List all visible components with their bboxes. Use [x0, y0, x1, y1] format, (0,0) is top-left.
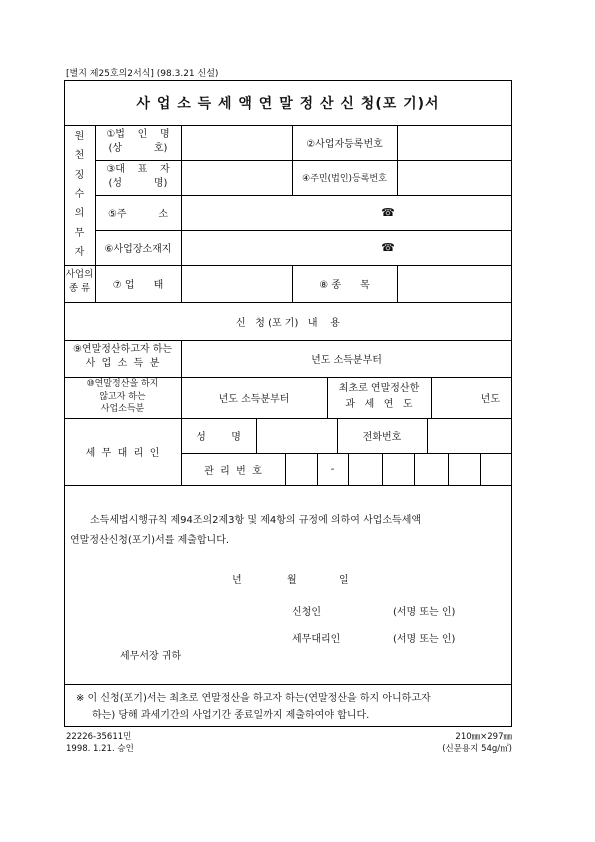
representative-label: ③대 표 자 (성 명): [106, 164, 170, 189]
business-type-label: 사업의 종 류: [65, 269, 94, 294]
footer-paper-spec: 210㎜×297㎜ (신문용지 54g/㎡): [442, 732, 512, 754]
management-number-box[interactable]: [481, 454, 511, 485]
form-title: 사 업 소 득 세 액 연 말 정 산 신 청(포 기)서: [136, 95, 440, 112]
representative-field[interactable]: [182, 161, 292, 195]
corporation-name-field[interactable]: [182, 126, 292, 160]
management-number-box[interactable]: [286, 454, 317, 485]
business-item-label: ⑧ 종 목: [319, 280, 370, 291]
tax-agent-signature[interactable]: (서명 또는 인): [393, 634, 456, 645]
management-number-box[interactable]: [349, 454, 382, 485]
no-settlement-income-field[interactable]: 년도 소득분부터: [218, 394, 290, 405]
tax-agent-label: 세 무 대 리 인: [85, 448, 160, 459]
phone-icon: ☎: [381, 241, 395, 254]
settlement-income-label: ⑨연말정산하고자 하는 사 업 소 득 분: [72, 344, 173, 369]
recipient-label: 세무서장 귀하: [120, 651, 182, 662]
business-registration-number-label: ②사업자등록번호: [306, 139, 383, 150]
management-number-box[interactable]: [415, 454, 448, 485]
tax-agent-signer-label: 세무대리인: [292, 634, 341, 645]
form-header-note: [별지 제25호의2서식] (98.3.21 신설): [66, 69, 219, 79]
business-category-field[interactable]: [182, 266, 292, 302]
phone-icon: ☎: [381, 206, 395, 219]
settlement-income-field[interactable]: 년도 소득분부터: [311, 355, 382, 366]
tax-agent-name-label: 성 명: [196, 432, 241, 443]
management-number-box[interactable]: [383, 454, 414, 485]
applicant-signature[interactable]: (서명 또는 인): [393, 607, 456, 618]
business-location-field[interactable]: [182, 231, 511, 265]
no-settlement-income-label: ⑩연말정산을 하지 않고자 하는 사업소득분: [86, 379, 159, 414]
footer-approval: 22226-35611민 1998. 1.21. 승인: [66, 732, 134, 754]
date-day-label: 일: [339, 575, 349, 586]
withholder-side-label: 원 천 징 수 의 무 자: [74, 131, 85, 258]
year-suffix: 년도: [480, 394, 500, 405]
address-label: ⑤주 소: [107, 209, 169, 220]
date-month-label: 월: [287, 575, 297, 586]
tax-agent-phone-field[interactable]: [428, 419, 511, 453]
resident-registration-number-label: ④주민(법인)등록번호: [302, 174, 387, 184]
business-location-label: ⑥사업장소재지: [104, 244, 172, 255]
management-number-box[interactable]: [449, 454, 480, 485]
tax-agent-name-field[interactable]: [257, 419, 337, 453]
statement-text: 소득세법시행규칙 제94조의2제3항 및 제4항의 규정에 의하여 사업소득세액 연말정산신청(포기)서를 제출합니다.: [70, 515, 422, 546]
application-content-header: 신 청 (포 기) 내 용: [236, 317, 340, 329]
corporation-name-label: ①법 인 명 (상 호): [106, 129, 170, 154]
resident-registration-number-field[interactable]: [398, 161, 511, 195]
first-settlement-year-field[interactable]: [431, 377, 512, 418]
applicant-label: 신청인: [292, 607, 321, 618]
date-year-label: 년: [232, 575, 242, 586]
business-registration-number-field[interactable]: [398, 126, 511, 160]
business-item-field[interactable]: [398, 266, 511, 302]
first-settlement-year-label: 최초로 연말정산한 과 세 연 도: [338, 383, 420, 410]
business-category-label: ⑦ 업 태: [112, 280, 164, 291]
tax-agent-phone-label: 전화번호: [362, 432, 402, 443]
address-field[interactable]: [182, 196, 511, 230]
submission-note: ※ 이 신청(포기)서는 최초로 연말정산을 하고자 하는(연말정산을 하지 아니하고자 하는) 당해 과세기간의 사업기간 종료일까지 제출하여야 합니다.: [76, 693, 431, 721]
management-number-label: 관 리 번 호: [204, 465, 262, 477]
management-number-dash: -: [330, 463, 335, 475]
